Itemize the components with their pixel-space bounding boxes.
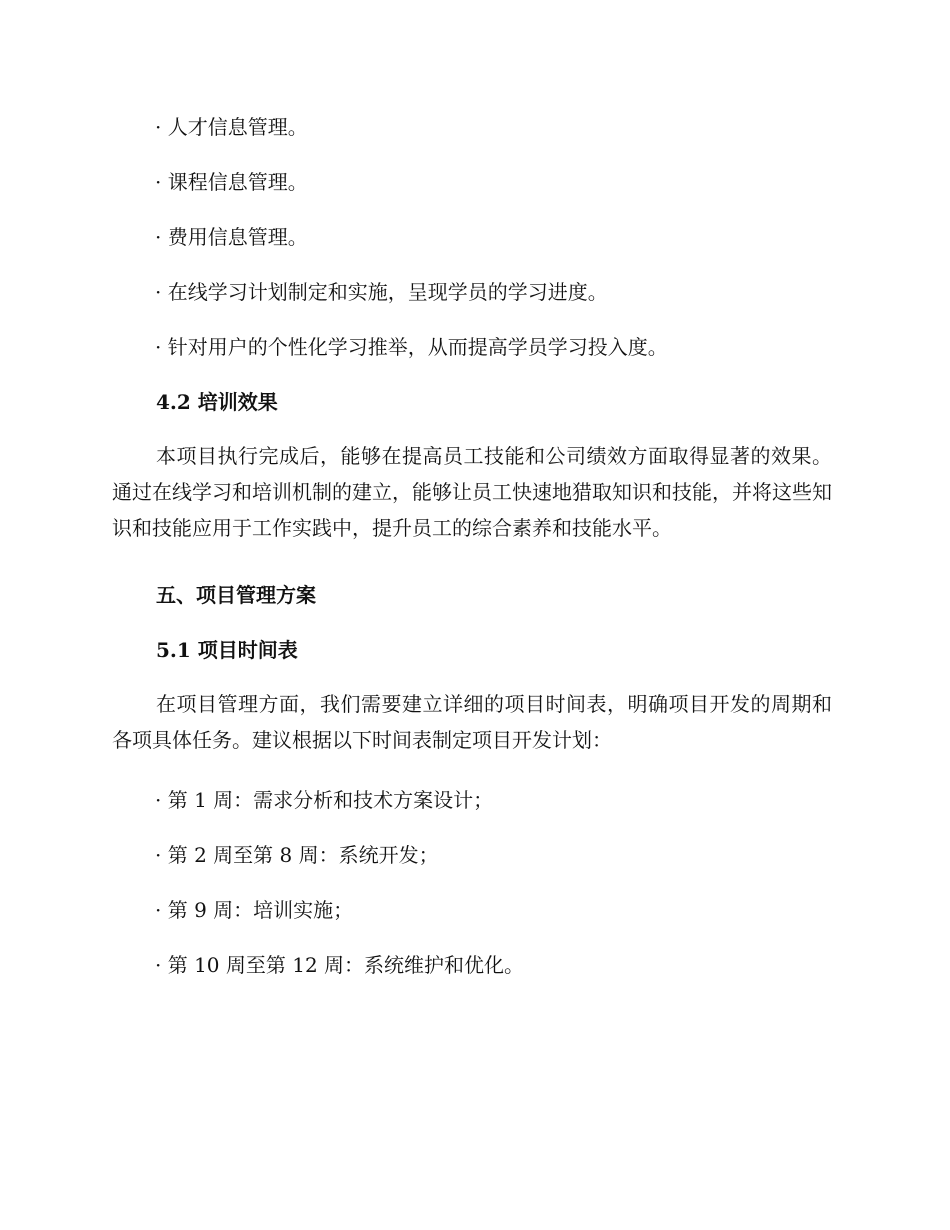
bullet-learning-plan: · 在线学习计划制定和实施，呈现学员的学习进度。: [155, 280, 608, 304]
heading-5-1: 5.1 项目时间表: [156, 638, 298, 662]
bullet-course-info: · 课程信息管理。: [155, 170, 308, 194]
paragraph-project-timeline: 在项目管理方面，我们需要建立详细的项目时间表，明确项目开发的周期和各项具体任务。建议根据以下时间表制定项目开发计划：: [112, 692, 832, 752]
bullet-talent-info: · 人才信息管理。: [155, 115, 308, 139]
schedule-week-10-12: · 第 10 周至第 12 周：系统维护和优化。: [155, 953, 525, 977]
heading-4-2: 4.2 培训效果: [156, 390, 278, 414]
schedule-week-1: · 第 1 周：需求分析和技术方案设计；: [155, 788, 494, 812]
schedule-week-2-8: · 第 2 周至第 8 周：系统开发；: [155, 843, 439, 867]
bullet-cost-info: · 费用信息管理。: [155, 225, 308, 249]
heading-section-5: 五、项目管理方案: [156, 583, 316, 607]
bullet-personalized-recommend: · 针对用户的个性化学习推举，从而提高学员学习投入度。: [155, 335, 668, 359]
schedule-week-9: · 第 9 周：培训实施；: [155, 898, 354, 922]
paragraph-training-effect: 本项目执行完成后，能够在提高员工技能和公司绩效方面取得显著的效果。通过在线学习和培训机制的建立，能够让员工快速地猎取知识和技能，并将这些知识和技能应用于工作实践中，提升员工的综合素养和技能水平。: [112, 444, 832, 540]
